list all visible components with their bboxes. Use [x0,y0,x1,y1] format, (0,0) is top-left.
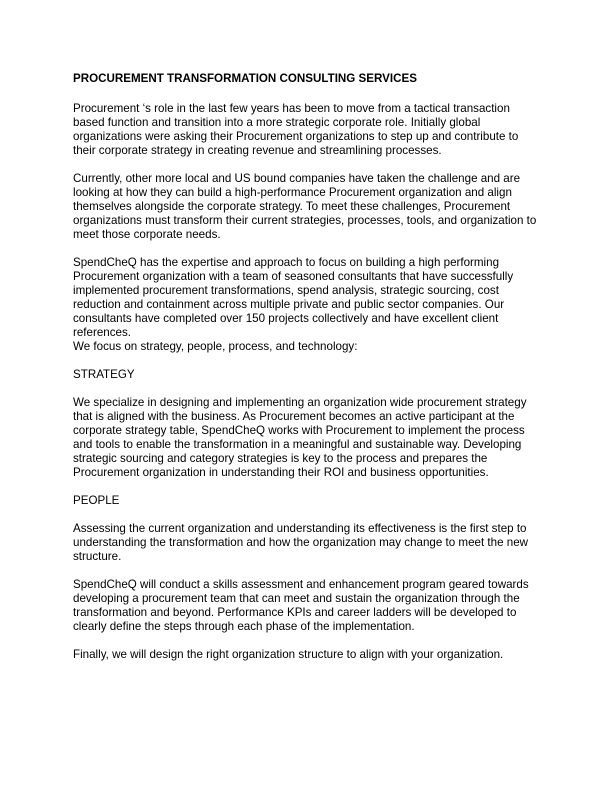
strategy-heading: STRATEGY [73,368,135,381]
intro-paragraph-3: SpendCheQ has the expertise and approach to focus on building a high performing Procurement organization with a team of seasoned consultants that have successfully implemented procurement transformations, spend analysis, strategic sourcing, cost reduction and containment across multiple private and public sector companies. Our consultants have completed over 150 projects collectively and have excellent client references. [73,256,514,339]
people-paragraph-1: Assessing the current organization and understanding its effectiveness is the first step to understanding the transformation and how the organization may change to meet the new structure. [73,522,529,563]
document-page [73,72,543,676]
people-paragraph-3: Finally, we will design the right organization structure to align with your organization. [73,648,504,661]
people-paragraph-2: SpendCheQ will conduct a skills assessment and enhancement program geared towards developing a procurement team that can meet and sustain the organization through the transformation and beyond. Performance KPIs and career ladders will be developed to clearly define the steps through each phase of the implementation. [73,578,529,633]
focus-line: We focus on strategy, people, process, and technology: [73,340,358,353]
people-heading: PEOPLE [73,494,120,507]
intro-paragraph-2: Currently, other more local and US bound companies have taken the challenge and are looking at how they can build a high-performance Procurement organization and align themselves alongside the corporate strategy. To meet these challenges, Procurement organizations must transform their current strategies, processes, tools, and organization to meet those corporate needs. [73,172,537,241]
document-title: PROCUREMENT TRANSFORMATION CONSULTING SERVICES [73,72,417,85]
strategy-paragraph: We specialize in designing and implementing an organization wide procurement strategy that is aligned with the business. As Procurement becomes an active participant at the corporate strategy table, SpendCheQ works with Procurement to implement the process and tools to enable the transformation in a meaningful and sustainable way. Developing strategic sourcing and category strategies is key to the process and prepares the Procurement organization in understanding their ROI and business opportunities. [73,396,527,479]
intro-paragraph-1: Procurement ‘s role in the last few years has been to move from a tactical transaction based function and transition into a more strategic corporate role. Initially global organizations were asking their Procurement organizations to step up and contribute to their corporate strategy in creating revenue and streamlining processes. [73,102,519,157]
